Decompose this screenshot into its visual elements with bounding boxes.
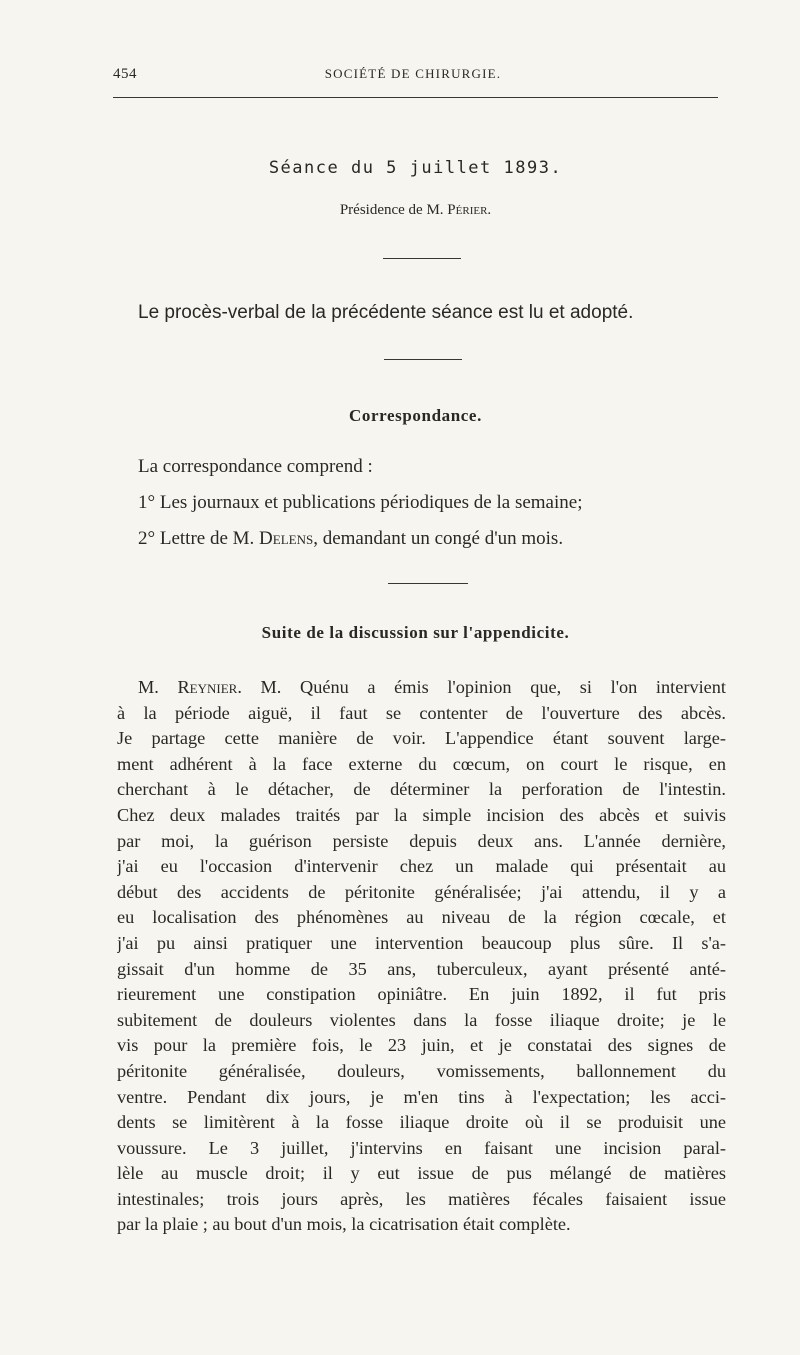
paragraph-line: à la période aiguë, il faut se contenter de l'ouverture des abcès.: [117, 702, 726, 723]
running-title: SOCIÉTÉ DE CHIRURGIE.: [324, 66, 502, 81]
paragraph-line: rieurement une constipation opiniâtre. En juin 1892, il fut pris: [117, 984, 726, 1005]
correspondence-item: 1° Les journaux et publications périodiques de la semaine;: [138, 492, 583, 513]
paragraph-line: Chez deux malades traités par la simple incision des abcès et suivis: [117, 804, 726, 825]
minutes-statement: Le procès-verbal de la précédente séance est lu et adopté.: [138, 302, 634, 323]
paragraph-line: péritonite généralisée, douleurs, vomissements, ballonnement du: [117, 1060, 726, 1081]
president-name: Périer: [447, 202, 488, 218]
separator-rule: [383, 258, 461, 259]
correspondence-item: [138, 528, 563, 550]
paragraph-line: intestinales; trois jours après, les matières fécales faisaient issue: [117, 1188, 726, 1209]
paragraph-line: gissait d'un homme de 35 ans, tuberculeux, ayant présenté anté-: [117, 958, 726, 979]
header-rule: [113, 97, 718, 98]
presidency-line: [113, 202, 718, 219]
running-head: [113, 66, 713, 88]
paragraph-line: dents se limitèrent à la fosse iliaque droite où il se produisit une: [117, 1112, 726, 1133]
paragraph-line: j'ai eu l'occasion d'intervenir chez un malade qui présentait au: [117, 856, 726, 877]
paragraph-line: début des accidents de péritonite généralisée; j'ai attendu, il y a: [117, 881, 726, 902]
paragraph-line: j'ai pu ainsi pratiquer une intervention beaucoup plus sûre. Il s'a-: [117, 932, 726, 953]
paragraph-line: par moi, la guérison persiste depuis deux ans. L'année dernière,: [117, 830, 726, 851]
page-number: 454: [113, 66, 137, 82]
presidency-prefix: Présidence de M.: [339, 202, 448, 218]
session-title: Séance du 5 juillet 1893.: [268, 158, 563, 178]
separator-rule: [384, 359, 462, 360]
presidency-suffix: .: [487, 202, 492, 218]
separator-rule: [388, 583, 468, 584]
paragraph-line: lèle au muscle droit; il y eut issue de pus mélangé de matières: [117, 1163, 726, 1184]
discussion-paragraph: [117, 675, 726, 1238]
paragraph-line: par la plaie ; au bout d'un mois, la cicatrisation était complète.: [117, 1214, 571, 1235]
member-name: Delens: [259, 528, 314, 549]
correspondence-intro: La correspondance comprend :: [138, 456, 373, 477]
paragraph-line: Je partage cette manière de voir. L'appendice étant souvent large-: [117, 728, 726, 749]
paragraph-line: eu localisation des phénomènes au niveau de la région cœcale, et: [117, 907, 726, 928]
correspondence-heading: Correspondance.: [349, 406, 482, 425]
item-prefix: 2° Lettre de M.: [138, 528, 260, 549]
paragraph-line: ment adhérent à la face externe du cœcum, on court le risque, en: [117, 753, 726, 774]
speaker-name: M. Reynier.: [138, 677, 242, 697]
paragraph-line: M. Reynier. M. Quénu a émis l'opinion que, si l'on intervient: [138, 677, 726, 697]
paragraph-line: ventre. Pendant dix jours, je m'en tins à l'expectation; les acci-: [117, 1086, 726, 1107]
paragraph-line: subitement de douleurs violentes dans la fosse iliaque droite; je le: [117, 1009, 726, 1030]
discussion-heading: Suite de la discussion sur l'appendicite.: [261, 623, 570, 642]
item-suffix: , demandant un congé d'un mois.: [313, 528, 564, 549]
paragraph-line: vis pour la première fois, le 23 juin, et je constatai des signes de: [117, 1035, 726, 1056]
paragraph-line: voussure. Le 3 juillet, j'intervins en faisant une incision paral-: [117, 1137, 726, 1158]
paragraph-line: cherchant à le détacher, de déterminer la perforation de l'intestin.: [117, 779, 726, 800]
